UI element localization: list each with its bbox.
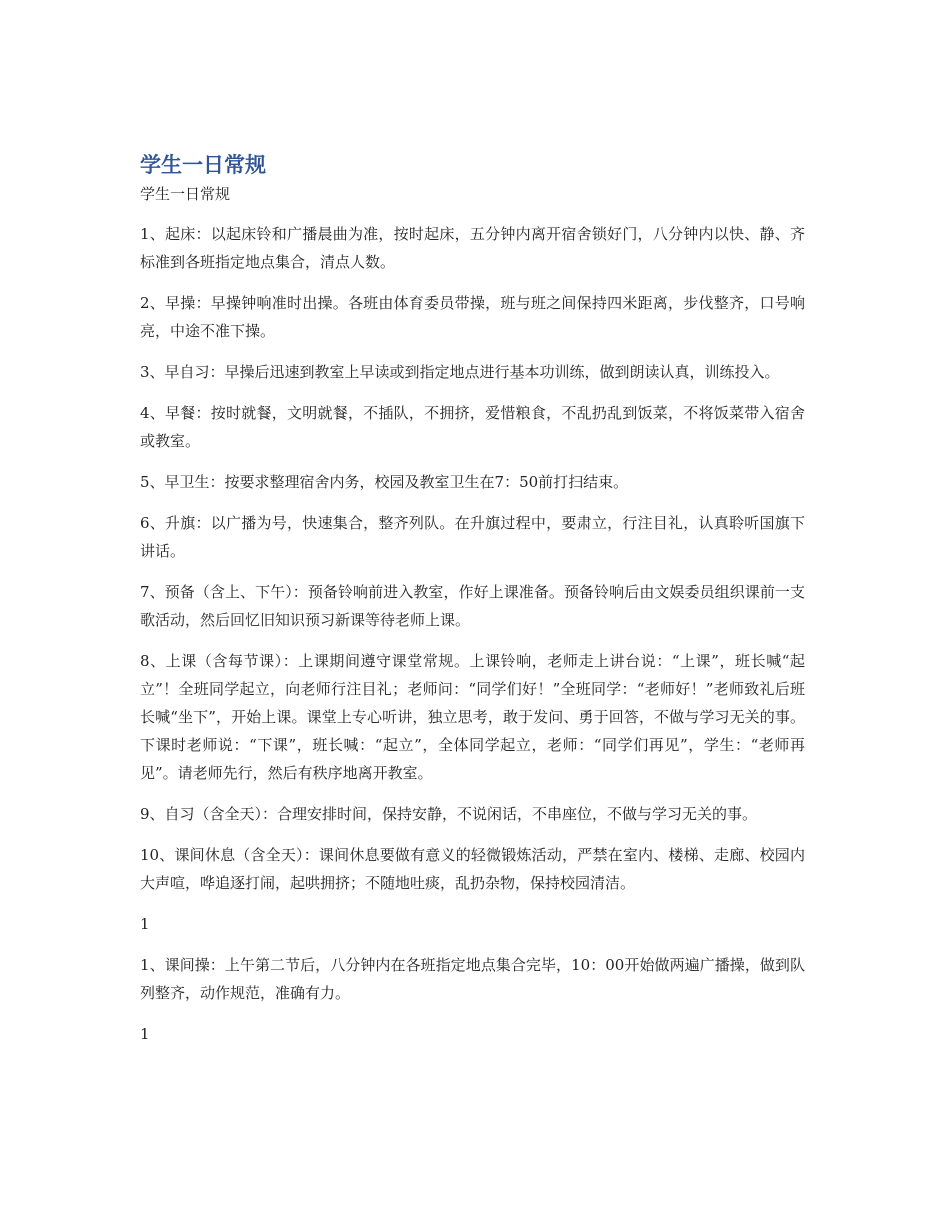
page-number-marker-2: 1 [140, 1025, 150, 1043]
paragraph-7: 7、预备（含上、下午）：预备铃响前进入教室，作好上课准备。预备铃响后由文娱委员组织课前一支歌活动，然后回忆旧知识预习新课等待老师上课。 [140, 583, 805, 629]
document-subtitle: 学生一日常规 [140, 185, 231, 203]
paragraph-10: 10、课间休息（含全天）：课间休息要做有意义的轻微锻炼活动，严禁在室内、楼梯、走廊、校园内大声喧，哗追逐打闹，起哄拥挤；不随地吐痰，乱扔杂物，保持校园清洁。 [140, 846, 805, 892]
paragraph-3: 3、早自习：早操后迅速到教室上早读或到指定地点进行基本功训练，做到朗读认真，训练投入。 [140, 363, 780, 381]
paragraph-2: 2、早操：早操钟响准时出操。各班由体育委员带操，班与班之间保持四米距离，步伐整齐，口号响亮，中途不准下操。 [140, 294, 805, 340]
paragraph-8: 8、上课（含每节课）：上课期间遵守课堂常规。上课铃响，老师走上讲台说：“上课”，班长喊“起立”！全班同学起立，向老师行注目礼；老师问：“同学们好！”全班同学：“老师好！”老师致礼后班长喊“坐下”，开始上课。课堂上专心听讲，独立思考，敢于发问、勇于回答，不做与学习无关的事。下课时老师说：“下课”，班长喊：“起立”，全体同学起立，老师：“同学们再见”，学生：“老师再见”。请老师先行，然后有秩序地离开教室。 [140, 652, 805, 782]
paragraph-1: 1、起床：以起床铃和广播晨曲为准，按时起床，五分钟内离开宿舍锁好门，八分钟内以快、静、齐标准到各班指定地点集合，清点人数。 [140, 225, 805, 271]
document-title: 学生一日常规 [140, 153, 266, 177]
paragraph-5: 5、早卫生：按要求整理宿舍内务，校园及教室卫生在7：50前打扫结束。 [140, 473, 629, 491]
page-number-marker: 1 [140, 915, 150, 933]
paragraph-11: 1、课间操：上午第二节后，八分钟内在各班指定地点集合完毕，10：00开始做两遍广播操，做到队列整齐，动作规范，准确有力。 [140, 956, 805, 1002]
paragraph-6: 6、升旗：以广播为号，快速集合，整齐列队。在升旗过程中，要肃立，行注目礼，认真聆听国旗下讲话。 [140, 514, 805, 560]
paragraph-9: 9、自习（含全天）：合理安排时间，保持安静，不说闲话，不串座位，不做与学习无关的事。 [140, 805, 758, 823]
paragraph-4: 4、早餐：按时就餐，文明就餐，不插队，不拥挤，爱惜粮食，不乱扔乱到饭菜，不将饭菜带入宿舍或教室。 [140, 404, 805, 450]
document-page [140, 150, 805, 1061]
